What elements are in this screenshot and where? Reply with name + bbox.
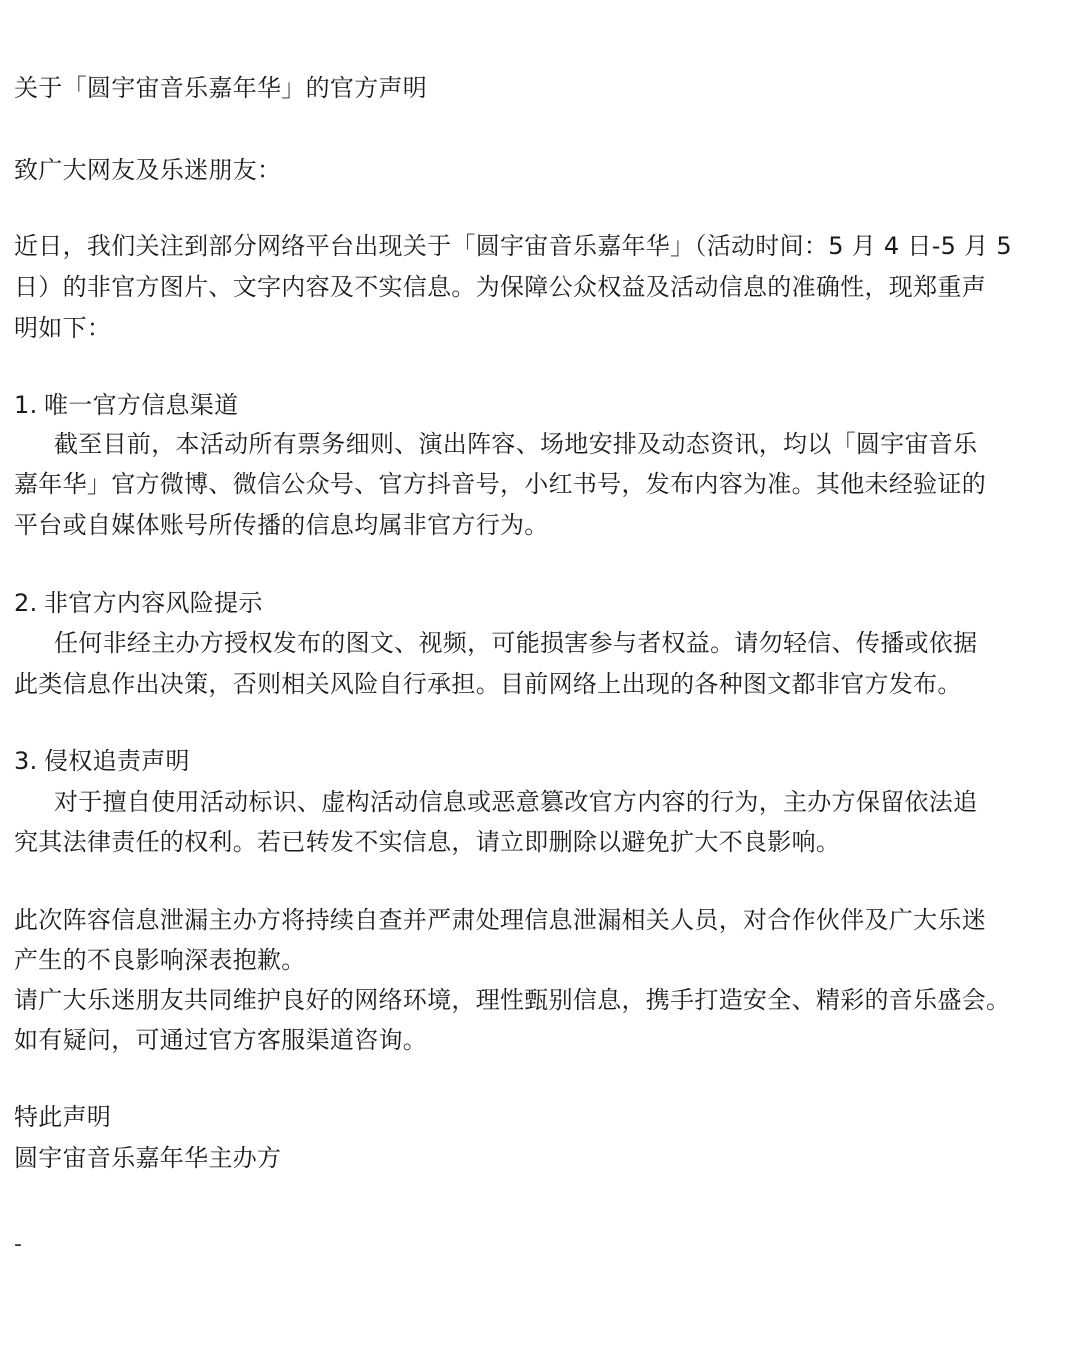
closing-line: 产生的不良影响深表抱歉。 [14,946,306,974]
closing-line: 如有疑问，可通过官方客服渠道咨询。 [14,1026,428,1054]
section-2-line: 任何非经主办方授权发布的图文、视频，可能损害参与者权益。请勿轻信、传播或依据 [54,629,978,657]
organizer-signature: 圆宇宙音乐嘉年华主办方 [14,1144,282,1172]
section-title: 非官方内容风险提示 [44,589,263,617]
section-heading-2 [14,587,263,619]
section-3-line: 对于擅自使用活动标识、虚构活动信息或恶意篡改官方内容的行为，主办方保留依法追 [54,788,978,816]
intro-line: 明如下： [14,314,112,342]
section-number: 1. [14,391,38,419]
section-title: 侵权追责声明 [44,747,190,775]
closing-line: 请广大乐迷朋友共同维护良好的网络环境，理性甄别信息，携手打造安全、精彩的音乐盛会。 [14,986,1011,1014]
section-title: 唯一官方信息渠道 [44,391,239,419]
section-number: 2. [14,589,38,617]
section-1-line: 平台或自媒体账号所传播的信息均属非官方行为。 [14,511,549,539]
document-title: 关于「圆宇宙音乐嘉年华」的官方声明 [14,74,428,102]
section-heading-3 [14,745,190,777]
intro-line: 近日，我们关注到部分网络平台出现关于「圆宇宙音乐嘉年华」（活动时间：5 月 4 日-5 月 5 [14,232,1012,260]
section-1-line: 截至目前，本活动所有票务细则、演出阵容、场地安排及动态资讯，均以「圆宇宙音乐 [54,430,978,458]
trailing-mark: - [14,1232,22,1257]
section-1-line: 嘉年华」官方微博、微信公众号、官方抖音号，小红书号，发布内容为准。其他未经验证的 [14,470,986,498]
section-3-line: 究其法律责任的权利。若已转发不实信息，请立即删除以避免扩大不良影响。 [14,828,841,856]
section-2-line: 此类信息作出决策，否则相关风险自行承担。目前网络上出现的各种图文都非官方发布。 [14,670,962,698]
declaration: 特此声明 [14,1103,112,1131]
intro-line: 日）的非官方图片、文字内容及不实信息。为保障公众权益及活动信息的准确性，现郑重声 [14,273,986,301]
section-heading-1 [14,389,238,421]
closing-line: 此次阵容信息泄漏主办方将持续自查并严肃处理信息泄漏相关人员，对合作伙伴及广大乐迷 [14,906,986,934]
salutation: 致广大网友及乐迷朋友： [14,156,282,184]
section-number: 3. [14,747,38,775]
